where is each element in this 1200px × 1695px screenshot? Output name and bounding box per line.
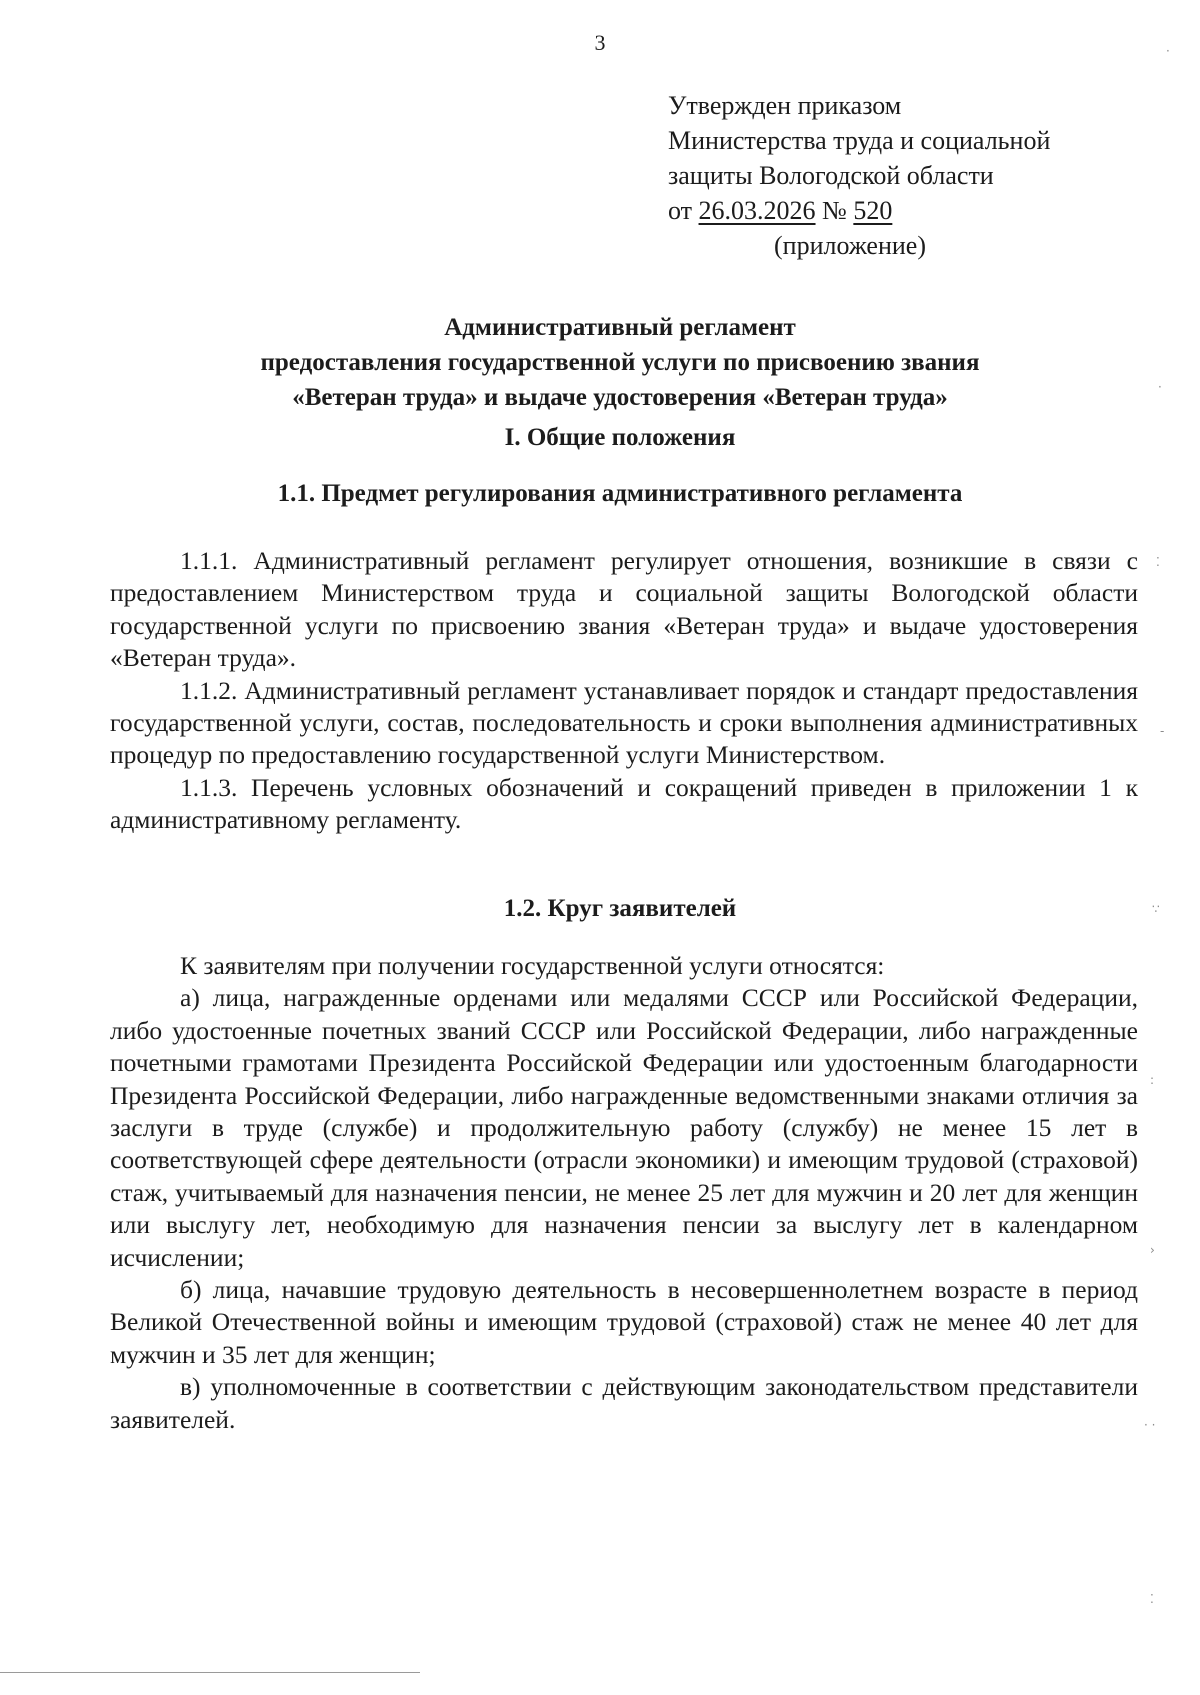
footer-rule [0, 1672, 420, 1673]
approval-date-line [668, 193, 1148, 228]
subsection-1-2-body [110, 950, 1138, 1436]
approval-line-2: Министерства труда и социальной [668, 126, 1051, 155]
applicants-item-b: б) лица, начавшие трудовую деятельность в несовершеннолетнем возрасте в период Великой Отечественной войны и имеющим трудовой (страховой) стаж не менее 40 лет для мужчин и 35 лет для женщин; [110, 1275, 1138, 1369]
scan-speck: › [1150, 1243, 1155, 1257]
applicants-intro: К заявителям при получении государственной услуги относятся: [180, 951, 885, 980]
page-number: 3 [594, 30, 606, 55]
title-line-3: «Ветеран труда» и выдаче удостоверения «Ветеран труда» [292, 384, 948, 411]
scan-speck: ⁚ [1150, 1592, 1154, 1606]
approval-date-prefix: от [668, 196, 699, 225]
subsection-1-2-heading: 1.2. Круг заявителей [503, 895, 737, 922]
scan-speck: · · [1144, 1418, 1156, 1432]
approval-line-1: Утвержден приказом [668, 91, 902, 120]
scan-speck: · [1158, 380, 1162, 394]
approval-appendix-label: (приложение) [774, 231, 927, 260]
scan-speck: ∵ [1152, 902, 1160, 916]
paragraph-1-1-2: 1.1.2. Административный регламент устанавливает порядок и стандарт предоставления государственной услуги, состав, последовательность и сроки выполнения административных процедур по предоставлению государственной услуги Министерством. [110, 675, 1138, 770]
scan-speck: ⁚ [1156, 555, 1160, 569]
approval-stamp-block [668, 88, 1148, 263]
scan-speck: · [1166, 44, 1170, 58]
document-title [110, 310, 1130, 415]
applicants-item-v: в) уполномоченные в соответствии с действующим законодательством представители заявителей. [110, 1372, 1138, 1434]
section-1-heading: I. Общие положения [504, 424, 736, 451]
paragraph-1-1-1: 1.1.1. Административный регламент регулирует отношения, возникшие в связи с предоставлением Министерством труда и социальной защиты Вологодской области государственной услуги по присвоению звания «Ветеран труда» и выдаче удостоверения «Ветеран труда». [110, 546, 1138, 673]
title-line-1: Административный регламент [444, 314, 796, 341]
approval-number: 520 [853, 196, 893, 225]
scan-speck: : [1150, 1073, 1155, 1087]
paragraph-1-1-3: 1.1.3. Перечень условных обозначений и сокращений приведен в приложении 1 к административному регламенту. [110, 772, 1138, 835]
scan-speck: - [1160, 724, 1165, 738]
approval-date: 26.03.2026 [698, 196, 816, 225]
applicants-item-a: а) лица, награжденные орденами или медалями СССР или Российской Федерации, либо удостоенные почетных званий СССР или Российской Федерации, либо награжденные почетными грамотами Президента Российской Федерации или удостоенным благодарности Президента Российской Федерации, либо награжденные ведомственными знаками отличия за заслуги в труде (службе) и продолжительную работу (службу) не менее 15 лет в соответствующей сфере деятельности (отрасли экономики) и имеющим трудовой (страховой) стаж, учитываемый для назначения пенсии, не менее 25 лет для мужчин и 20 лет для женщин или выслугу лет, необходимую для назначения пенсии за выслугу лет в календарном исчислении; [110, 983, 1138, 1272]
approval-number-prefix: № [815, 196, 854, 225]
title-line-2: предоставления государственной услуги по присвоению звания [260, 349, 980, 376]
subsection-1-1-heading: 1.1. Предмет регулирования административного регламента [277, 480, 963, 507]
approval-line-3: защиты Вологодской области [668, 161, 994, 190]
subsection-1-1-body [110, 545, 1138, 837]
